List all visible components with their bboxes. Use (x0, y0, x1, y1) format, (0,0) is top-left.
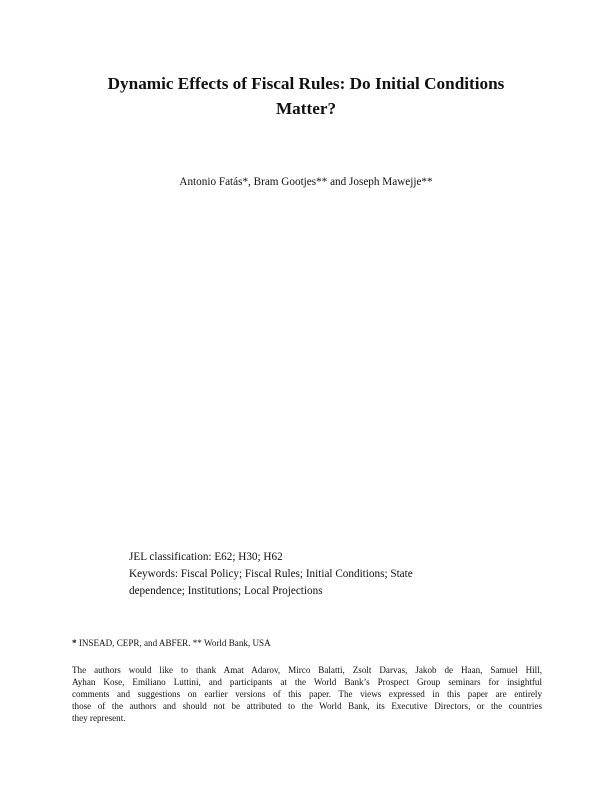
affiliation-text: INSEAD, CEPR, and ABFER. ** World Bank, USA (76, 638, 271, 648)
title-line-2: Matter? (275, 99, 337, 118)
acknowledgments (72, 664, 542, 724)
keywords-line-1: Keywords: Fiscal Policy; Fiscal Rules; Initial Conditions; State (129, 568, 413, 580)
keywords-line-2: dependence; Institutions; Local Projections (129, 585, 323, 597)
affiliations-footnote (72, 637, 542, 649)
acknowledgment-line: comments and suggestions on earlier versions of this paper. The views expressed in this paper are entirely (72, 689, 542, 699)
author-list: Antonio Fatás*, Bram Gootjes** and Joseph Mawejje** (179, 176, 433, 188)
acknowledgment-line: The authors would like to thank Amat Adarov, Mirco Balatti, Zsolt Darvas, Jakob de Haan, Samuel Hill, (72, 665, 542, 675)
acknowledgment-line: they represent. (72, 713, 126, 723)
acknowledgment-line: Ayhan Kose, Emiliano Luttini, and participants at the World Bank’s Prospect Group seminars for insightful (72, 677, 542, 687)
paper-title (72, 71, 540, 121)
classification-block (129, 549, 459, 600)
jel-classification: JEL classification: E62; H30; H62 (129, 551, 283, 563)
acknowledgment-line: those of the authors and should not be attributed to the World Bank, its Executive Directors, or the countries (72, 701, 542, 711)
affiliation-marker: * (72, 638, 77, 648)
title-line-1: Dynamic Effects of Fiscal Rules: Do Initial Conditions (107, 74, 505, 93)
